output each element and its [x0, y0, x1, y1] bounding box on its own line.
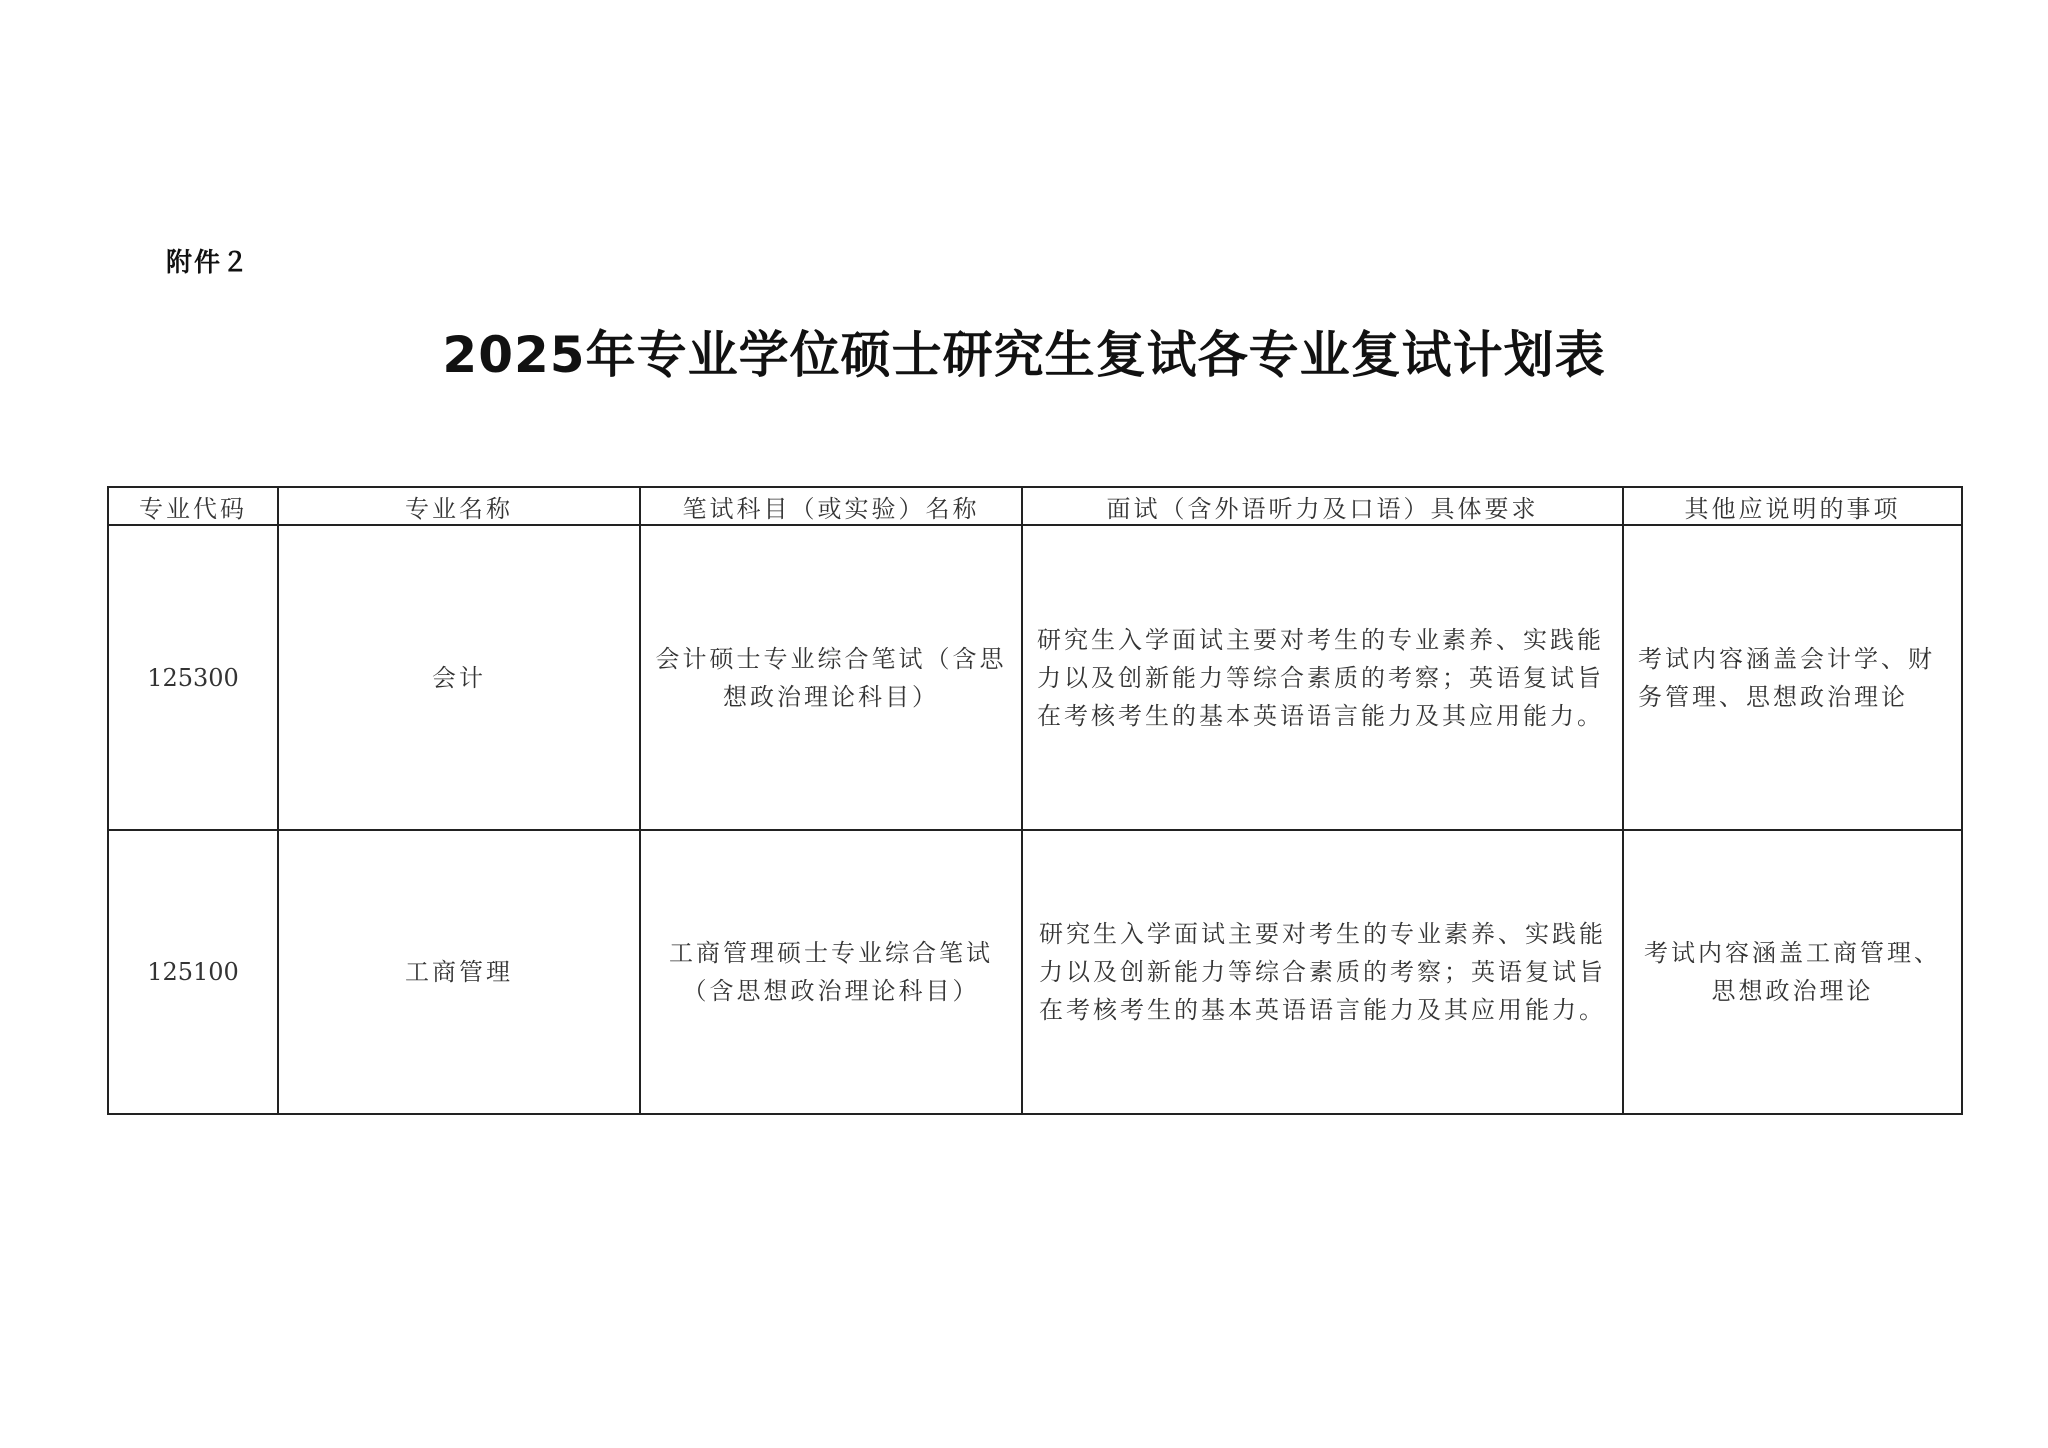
table-row — [108, 525, 1962, 830]
written-exam: 会计硕士专业综合笔试（含思想政治理论科目） — [640, 525, 1022, 830]
column-header-notes: 其他应说明的事项 — [1623, 487, 1962, 525]
attachment-label: 附件２ — [166, 248, 251, 278]
page-title: 2025年专业学位硕士研究生复试各专业复试计划表 — [442, 326, 1606, 384]
major-name: 工商管理 — [278, 830, 640, 1114]
table-header-row — [108, 487, 1962, 525]
table-row — [108, 830, 1962, 1114]
written-exam: 工商管理硕士专业综合笔试（含思想政治理论科目） — [640, 830, 1022, 1114]
column-header-interview: 面试（含外语听力及口语）具体要求 — [1022, 487, 1623, 525]
major-code: 125300 — [108, 525, 278, 830]
interview-requirements: 研究生入学面试主要对考生的专业素养、实践能力以及创新能力等综合素质的考察；英语复试旨在考核考生的基本英语语言能力及其应用能力。 — [1022, 830, 1623, 1114]
other-notes: 考试内容涵盖工商管理、思想政治理论 — [1623, 830, 1962, 1114]
other-notes: 考试内容涵盖会计学、财务管理、思想政治理论 — [1623, 525, 1962, 830]
column-header-code: 专业代码 — [108, 487, 278, 525]
major-code: 125100 — [108, 830, 278, 1114]
retest-plan-table — [107, 486, 1963, 1115]
interview-requirements: 研究生入学面试主要对考生的专业素养、实践能力以及创新能力等综合素质的考察；英语复试旨在考核考生的基本英语语言能力及其应用能力。 — [1022, 525, 1623, 830]
column-header-name: 专业名称 — [278, 487, 640, 525]
column-header-written-exam: 笔试科目（或实验）名称 — [640, 487, 1022, 525]
major-name: 会计 — [278, 525, 640, 830]
